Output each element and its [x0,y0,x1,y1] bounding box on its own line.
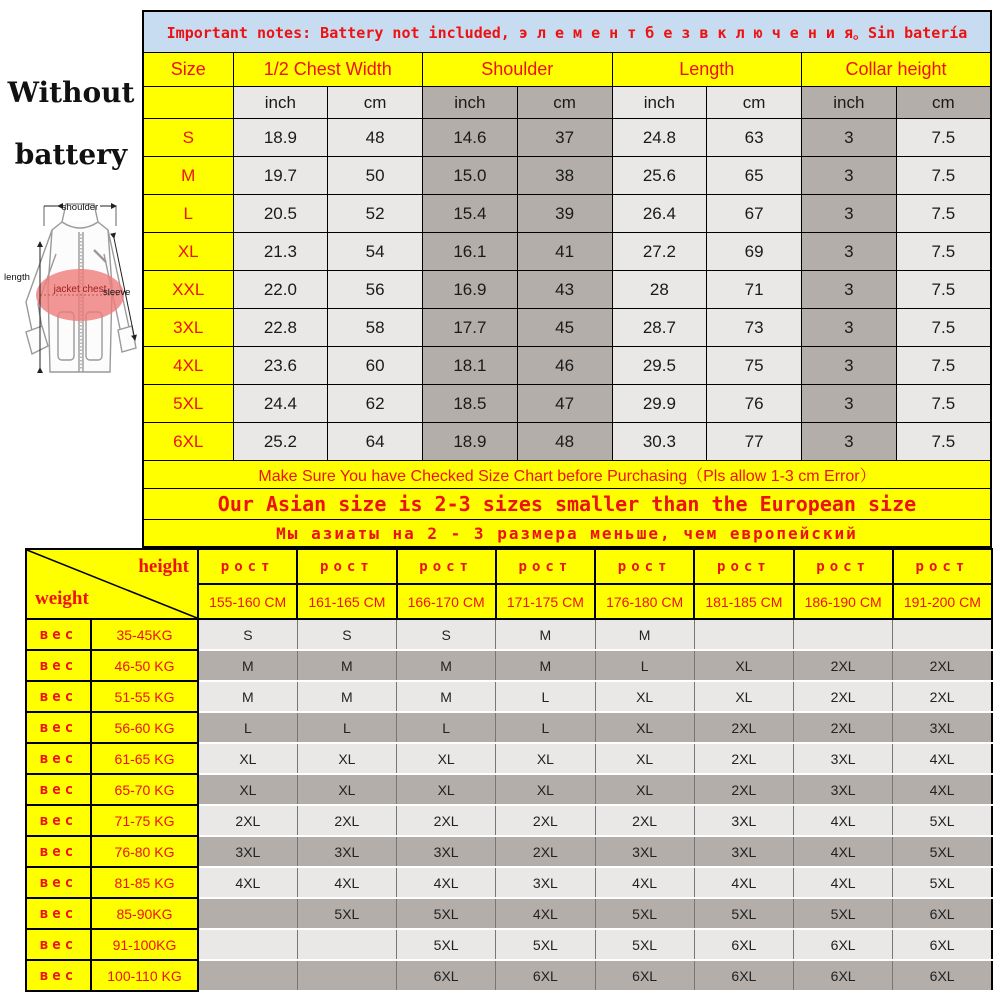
measurement-cell: 69 [707,233,802,271]
fit-table-row [26,805,992,836]
measurement-cell: 28.7 [612,309,707,347]
height-range: 161-165 CM [297,584,396,619]
recommended-size-cell: 4XL [595,867,694,898]
size-label: XXL [143,271,233,309]
recommended-size-cell [893,619,992,650]
recommended-size-cell: 3XL [794,774,893,805]
recommended-size-cell: 5XL [893,805,992,836]
measurement-cell: 3 [802,385,897,423]
recommended-size-cell: M [198,681,297,712]
recommended-size-cell: 6XL [893,960,992,991]
recommended-size-cell: 3XL [694,836,793,867]
fit-table-row [26,898,992,929]
recommended-size-cell: 2XL [694,743,793,774]
weight-range: 100-110 KG [91,960,198,991]
footer-note-row [143,489,991,520]
size-label: 4XL [143,347,233,385]
jacket-chest-label: jacket chest [53,284,107,295]
rost-label: рост [496,549,595,584]
recommended-size-cell: L [595,650,694,681]
recommended-size-cell: 2XL [397,805,496,836]
fit-table-row [26,774,992,805]
ves-label: вес [26,743,91,774]
measurement-cell: 39 [517,195,612,233]
recommended-size-cell: 5XL [397,898,496,929]
recommended-size-cell: 6XL [893,929,992,960]
recommended-size-cell: 6XL [397,960,496,991]
unit-inch: inch [233,87,328,119]
ves-label: вес [26,681,91,712]
ves-label: вес [26,774,91,805]
unit-inch: inch [423,87,518,119]
recommended-size-cell: L [297,712,396,743]
rost-label: рост [595,549,694,584]
recommended-size-cell: 3XL [397,836,496,867]
recommended-size-cell: 5XL [496,929,595,960]
important-note: Important notes: Battery not included, э л е м е н т б е з в к л ю ч е н и я。Sin batería [143,11,991,53]
measurement-cell: 30.3 [612,423,707,461]
size-label: 5XL [143,385,233,423]
height-range: 176-180 CM [595,584,694,619]
measurement-cell: 76 [707,385,802,423]
rost-label: рост [794,549,893,584]
recommended-size-cell: XL [198,774,297,805]
measurement-cell: 26.4 [612,195,707,233]
recommended-size-cell: 4XL [198,867,297,898]
recommended-size-cell: L [496,712,595,743]
measurement-cell: 22.0 [233,271,328,309]
unit-blank-cell [143,87,233,119]
recommended-size-cell: 2XL [496,836,595,867]
sleeve-label: sleeve [103,287,131,298]
recommended-size-cell: 2XL [893,681,992,712]
measurement-cell: 7.5 [896,233,991,271]
recommended-size-cell: 4XL [496,898,595,929]
weight-range: 85-90KG [91,898,198,929]
measurement-cell: 75 [707,347,802,385]
measurement-cell: 25.6 [612,157,707,195]
unit-inch: inch [612,87,707,119]
measurement-cell: 7.5 [896,157,991,195]
measurement-cell: 19.7 [233,157,328,195]
recommended-size-cell [694,619,793,650]
measurement-cell: 48 [328,119,423,157]
weight-range: 56-60 KG [91,712,198,743]
measurement-cell: 20.5 [233,195,328,233]
recommended-size-cell: M [496,619,595,650]
recommended-size-cell: 4XL [694,867,793,898]
weight-range: 46-50 KG [91,650,198,681]
jacket-diagram-svg [2,192,142,399]
recommended-size-cell: M [397,681,496,712]
measurement-cell: 16.1 [423,233,518,271]
unit-cm: cm [896,87,991,119]
recommended-size-cell: 3XL [297,836,396,867]
recommended-size-cell: XL [595,681,694,712]
recommended-size-cell: 6XL [595,960,694,991]
measurement-cell: 3 [802,347,897,385]
recommended-size-cell: 3XL [694,805,793,836]
footer-note-1: Make Sure You have Checked Size Chart before Purchasing（Pls allow 1-3 cm Error） [143,461,991,489]
recommended-size-cell: 4XL [794,867,893,898]
size-table-row [143,423,991,461]
rost-label: рост [893,549,992,584]
col-header-length: Length [612,53,802,87]
measurement-cell: 18.5 [423,385,518,423]
recommended-size-cell: 4XL [397,867,496,898]
measurement-cell: 28 [612,271,707,309]
fit-table-row [26,743,992,774]
without-battery-label [0,62,142,186]
measurement-cell: 64 [328,423,423,461]
measurement-cell: 16.9 [423,271,518,309]
measurement-cell: 71 [707,271,802,309]
measurement-cell: 47 [517,385,612,423]
unit-cm: cm [517,87,612,119]
measurement-cell: 25.2 [233,423,328,461]
measurement-cell: 63 [707,119,802,157]
height-weight-table [25,548,993,992]
weight-range: 91-100KG [91,929,198,960]
recommended-size-cell: XL [297,774,396,805]
measurement-cell: 29.5 [612,347,707,385]
recommended-size-cell: 6XL [694,960,793,991]
measurement-cell: 24.4 [233,385,328,423]
recommended-size-cell: 2XL [595,805,694,836]
recommended-size-cell: 4XL [893,743,992,774]
measurement-cell: 65 [707,157,802,195]
size-table-row [143,385,991,423]
measurement-cell: 38 [517,157,612,195]
recommended-size-cell: L [198,712,297,743]
size-table-row [143,233,991,271]
recommended-size-cell: 6XL [794,929,893,960]
measurement-cell: 46 [517,347,612,385]
recommended-size-cell: 2XL [893,650,992,681]
recommended-size-cell: XL [496,774,595,805]
recommended-size-cell: 2XL [794,650,893,681]
ves-label: вес [26,650,91,681]
recommended-size-cell: 4XL [297,867,396,898]
recommended-size-cell: M [297,681,396,712]
size-table-row [143,271,991,309]
footer-note-3: Мы азиаты на 2 - 3 размера меньше, чем европейский [143,520,991,548]
fit-table-row [26,836,992,867]
recommended-size-cell: 4XL [893,774,992,805]
recommended-size-cell: XL [397,743,496,774]
measurement-cell: 67 [707,195,802,233]
height-range: 155-160 CM [198,584,297,619]
ves-label: вес [26,712,91,743]
footer-note-2: Our Asian size is 2-3 sizes smaller than the European size [143,489,991,520]
recommended-size-cell: XL [496,743,595,774]
rost-header-row [26,549,992,584]
recommended-size-cell: XL [595,774,694,805]
rost-label: рост [198,549,297,584]
recommended-size-cell: 2XL [694,712,793,743]
important-note-row [143,11,991,53]
weight-range: 81-85 KG [91,867,198,898]
measurement-cell: 54 [328,233,423,271]
recommended-size-cell: M [198,650,297,681]
recommended-size-cell: 3XL [595,836,694,867]
rost-label: рост [397,549,496,584]
footer-note-row [143,520,991,548]
recommended-size-cell: 4XL [794,836,893,867]
recommended-size-cell: XL [297,743,396,774]
height-range: 181-185 CM [694,584,793,619]
measurement-cell: 15.0 [423,157,518,195]
recommended-size-cell: S [297,619,396,650]
rost-label: рост [694,549,793,584]
col-header-collar: Collar height [802,53,992,87]
recommended-size-cell: 6XL [794,960,893,991]
fit-table-row [26,712,992,743]
measurement-cell: 45 [517,309,612,347]
recommended-size-cell: 2XL [694,774,793,805]
recommended-size-cell: 2XL [198,805,297,836]
recommended-size-cell: XL [198,743,297,774]
measurement-cell: 3 [802,119,897,157]
fit-table-row [26,619,992,650]
measurement-cell: 41 [517,233,612,271]
recommended-size-cell: M [496,650,595,681]
weight-axis-label: weight [35,588,89,609]
height-axis-label: height [138,556,189,577]
measurement-cell: 18.9 [233,119,328,157]
ves-label: вес [26,619,91,650]
measurement-cell: 15.4 [423,195,518,233]
size-table-row [143,119,991,157]
fit-table-row [26,929,992,960]
recommended-size-cell: XL [694,650,793,681]
ves-label: вес [26,898,91,929]
weight-range: 76-80 KG [91,836,198,867]
measurement-cell: 17.7 [423,309,518,347]
recommended-size-cell: 5XL [694,898,793,929]
size-table-row [143,195,991,233]
measurement-cell: 23.6 [233,347,328,385]
measurement-cell: 77 [707,423,802,461]
recommended-size-cell [198,960,297,991]
recommended-size-cell: 5XL [893,867,992,898]
measurement-cell: 43 [517,271,612,309]
measurement-cell: 18.1 [423,347,518,385]
ves-label: вес [26,867,91,898]
shoulder-label: shoulder [61,202,99,213]
unit-inch: inch [802,87,897,119]
recommended-size-cell: 3XL [893,712,992,743]
recommended-size-cell: 2XL [496,805,595,836]
without-battery-line1: Without [7,76,135,109]
measurement-cell: 3 [802,195,897,233]
recommended-size-cell: 6XL [893,898,992,929]
recommended-size-cell [198,898,297,929]
height-range: 186-190 CM [794,584,893,619]
recommended-size-cell: 6XL [694,929,793,960]
weight-range: 61-65 KG [91,743,198,774]
measurement-cell: 50 [328,157,423,195]
recommended-size-cell: S [397,619,496,650]
unit-cm: cm [707,87,802,119]
measurement-cell: 73 [707,309,802,347]
measurement-cell: 29.9 [612,385,707,423]
without-battery-line2: battery [14,138,128,171]
recommended-size-cell: 6XL [496,960,595,991]
measurement-cell: 56 [328,271,423,309]
recommended-size-cell: L [496,681,595,712]
size-table-row [143,309,991,347]
measurement-cell: 7.5 [896,423,991,461]
measurement-cell: 7.5 [896,271,991,309]
size-label: 6XL [143,423,233,461]
recommended-size-cell: 4XL [794,805,893,836]
footer-note-row [143,461,991,489]
recommended-size-cell: M [397,650,496,681]
weight-range: 51-55 KG [91,681,198,712]
measurement-cell: 3 [802,309,897,347]
measurement-cell: 60 [328,347,423,385]
weight-range: 65-70 KG [91,774,198,805]
size-label: 3XL [143,309,233,347]
recommended-size-cell [794,619,893,650]
recommended-size-cell: 3XL [794,743,893,774]
recommended-size-cell: L [397,712,496,743]
length-label: length [4,272,30,283]
measurement-cell: 3 [802,423,897,461]
col-header-chest: 1/2 Chest Width [233,53,423,87]
measurement-cell: 52 [328,195,423,233]
size-label: M [143,157,233,195]
measurement-cell: 3 [802,233,897,271]
measurement-cell: 18.9 [423,423,518,461]
corner-cell [26,549,198,619]
size-table-header-row [143,53,991,87]
measurement-cell: 7.5 [896,347,991,385]
measurement-cell: 58 [328,309,423,347]
fit-table-row [26,867,992,898]
ves-label: вес [26,960,91,991]
recommended-size-cell: M [297,650,396,681]
height-range: 166-170 CM [397,584,496,619]
recommended-size-cell: 3XL [198,836,297,867]
height-range: 191-200 CM [893,584,992,619]
ves-label: вес [26,836,91,867]
size-table-row [143,347,991,385]
unit-cm: cm [328,87,423,119]
recommended-size-cell: S [198,619,297,650]
fit-table-row [26,650,992,681]
measurement-cell: 48 [517,423,612,461]
weight-range: 71-75 KG [91,805,198,836]
size-table [142,10,992,548]
measurement-cell: 3 [802,157,897,195]
recommended-size-cell: 2XL [297,805,396,836]
measurement-cell: 37 [517,119,612,157]
recommended-size-cell: XL [397,774,496,805]
size-table-row [143,157,991,195]
fit-table-row [26,681,992,712]
size-label: L [143,195,233,233]
recommended-size-cell [297,929,396,960]
measurement-cell: 7.5 [896,385,991,423]
size-label: S [143,119,233,157]
recommended-size-cell: 3XL [496,867,595,898]
ves-label: вес [26,929,91,960]
measurement-cell: 22.8 [233,309,328,347]
measurement-cell: 21.3 [233,233,328,271]
recommended-size-cell: 2XL [794,712,893,743]
recommended-size-cell: 5XL [893,836,992,867]
measurement-cell: 14.6 [423,119,518,157]
recommended-size-cell [297,960,396,991]
weight-range: 35-45KG [91,619,198,650]
measurement-cell: 62 [328,385,423,423]
recommended-size-cell: XL [694,681,793,712]
recommended-size-cell [198,929,297,960]
unit-header-row [143,87,991,119]
height-range: 171-175 CM [496,584,595,619]
recommended-size-cell: 2XL [794,681,893,712]
measurement-cell: 24.8 [612,119,707,157]
recommended-size-cell: 5XL [794,898,893,929]
recommended-size-cell: 5XL [595,898,694,929]
recommended-size-cell: 5XL [595,929,694,960]
measurement-cell: 7.5 [896,195,991,233]
recommended-size-cell: XL [595,743,694,774]
recommended-size-cell: M [595,619,694,650]
col-header-shoulder: Shoulder [423,53,613,87]
measurement-cell: 27.2 [612,233,707,271]
recommended-size-cell: 5XL [397,929,496,960]
ves-label: вес [26,805,91,836]
fit-table-row [26,960,992,991]
col-header-size: Size [143,53,233,87]
measurement-cell: 7.5 [896,309,991,347]
recommended-size-cell: 5XL [297,898,396,929]
measurement-cell: 3 [802,271,897,309]
rost-label: рост [297,549,396,584]
measurement-cell: 7.5 [896,119,991,157]
size-label: XL [143,233,233,271]
jacket-measurement-diagram [2,192,142,399]
recommended-size-cell: XL [595,712,694,743]
